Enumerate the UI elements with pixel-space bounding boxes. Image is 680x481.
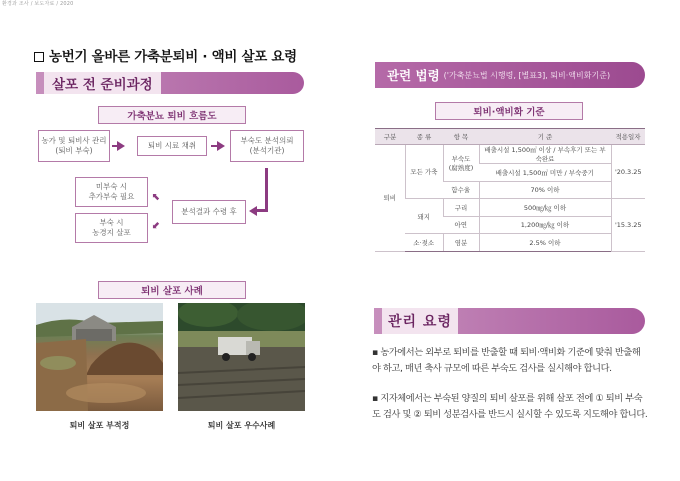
cell-type: 소·젖소 (405, 234, 443, 252)
section-management-header (374, 308, 645, 334)
photo-improper-spreading (36, 303, 163, 411)
cell-item: 구리 (443, 199, 479, 217)
cell-item-line-2: (腐熟度) (448, 163, 474, 172)
table-row (375, 199, 645, 217)
page-title-text: 농번기 올바른 가축분퇴비 · 액비 살포 요령 (49, 49, 297, 65)
flow-step-farm-management (38, 130, 110, 162)
standard-subtitle: 퇴비·액비화 기준 (435, 102, 583, 120)
col-header-standard: 기 준 (479, 129, 611, 145)
table-row (375, 234, 645, 252)
cell-standard: 2.5% 이하 (479, 234, 611, 252)
flow-step-4-text: 분석결과 수령 후 (181, 206, 237, 216)
col-header-type: 종 류 (405, 129, 443, 145)
cell-item: 염분 (443, 234, 479, 252)
cell-standard: 배출시설 1,500㎡ 이상 / 부속후기 또는 부숙완료 (479, 145, 611, 164)
flow-step-1-line-1: 농가 및 퇴비사 관리 (41, 135, 107, 145)
col-header-item: 항 목 (443, 129, 479, 145)
flow-step-5-line-1: 미부숙 시 (95, 181, 128, 191)
section-prep-label: 살포 전 준비과정 (44, 72, 161, 94)
photo-good-spreading (178, 303, 305, 411)
table-row (375, 145, 645, 164)
photo-good-illustration (178, 303, 305, 411)
flow-step-2-text: 퇴비 시료 채취 (147, 140, 197, 150)
cell-standard: 1,200㎎/㎏ 이하 (479, 216, 611, 234)
arrow-line (211, 145, 218, 147)
flow-step-result-received (172, 200, 246, 224)
cell-type: 모든 가축 (405, 145, 443, 199)
arrow-right-icon (117, 141, 125, 151)
cell-item (443, 145, 479, 182)
cell-date: '20.3.25 (611, 145, 645, 199)
cell-standard: 500㎎/㎏ 이하 (479, 199, 611, 217)
management-item-local-gov: ▪ 지자체에서는 부숙된 양질의 퇴비 살포를 위해 살포 전에 ① 퇴비 부숙도 검사 및 ② 퇴비 성분검사를 반드시 실시할 수 있도록 지도해야 합니다. (372, 393, 648, 421)
photo-improper-illustration (36, 303, 163, 411)
elbow-arrow-horizontal (256, 209, 268, 212)
flow-step-5-line-2: 추가부숙 필요 (88, 192, 135, 201)
cell-item: 함수율 (443, 181, 479, 199)
arrow-down-left-icon: ⬋ (152, 220, 161, 231)
section-prep-header (36, 72, 304, 94)
section-law-header (375, 62, 645, 88)
flow-step-3-line-1: 부숙도 분석의뢰 (240, 135, 294, 145)
cell-standard: 배출시설 1,500㎡ 미만 / 부숙중기 (479, 164, 611, 182)
case-subtitle: 퇴비 살포 사례 (98, 281, 246, 299)
cell-item: 아연 (443, 216, 479, 234)
flow-step-sampling (137, 136, 207, 156)
arrow-up-left-icon: ⬉ (152, 192, 161, 203)
cell-date: '15.3.25 (611, 199, 645, 252)
page-title (34, 45, 297, 65)
elbow-arrow-vertical (265, 168, 268, 211)
flow-step-1-line-2: (퇴비 부숙) (55, 146, 93, 155)
management-item-farm: ▪ 농가에서는 외부로 퇴비를 반출할 때 퇴비·액비화 기준에 맞춰 반출해야 하고, 매년 축사 규모에 따른 부숙도 검사를 실시해야 합니다. (372, 347, 641, 375)
col-header-category: 구분 (375, 129, 405, 145)
cell-group: 퇴비 (375, 145, 405, 252)
arrow-left-icon (249, 206, 257, 216)
law-sub-text: ('가축분뇨법 시행령, [별표3], 퇴비·액비화기준) (443, 70, 611, 80)
flow-subtitle: 가축분뇨 퇴비 흐름도 (98, 106, 246, 124)
flow-step-matured (75, 213, 148, 243)
cell-item-line-1: 부숙도 (451, 154, 471, 163)
table-header-row (375, 129, 645, 145)
cell-type: 돼지 (405, 199, 443, 234)
checkbox-square-icon (34, 52, 44, 62)
standards-table (375, 128, 645, 252)
section-law-label (379, 62, 618, 88)
law-label-text: 관련 법령 (387, 68, 440, 83)
document-header-watermark: 환경과 조사 / 보도자료 / 2020 (2, 1, 74, 7)
arrow-line (112, 145, 118, 147)
col-header-date: 적용일자 (611, 129, 645, 145)
arrow-right-icon (217, 141, 225, 151)
flow-step-3-line-2: (분석기관) (249, 146, 285, 155)
photo-1-caption: 퇴비 살포 부적정 (69, 421, 130, 430)
flow-step-analysis-request (230, 130, 304, 162)
section-management-label: 관리 요령 (382, 308, 458, 334)
flow-step-not-matured (75, 177, 148, 207)
photo-2-caption: 퇴비 살포 우수사례 (207, 421, 276, 430)
flow-step-6-line-2: 농경지 살포 (92, 228, 131, 237)
flow-step-6-line-1: 부숙 시 (99, 217, 124, 227)
cell-standard: 70% 이하 (479, 181, 611, 199)
